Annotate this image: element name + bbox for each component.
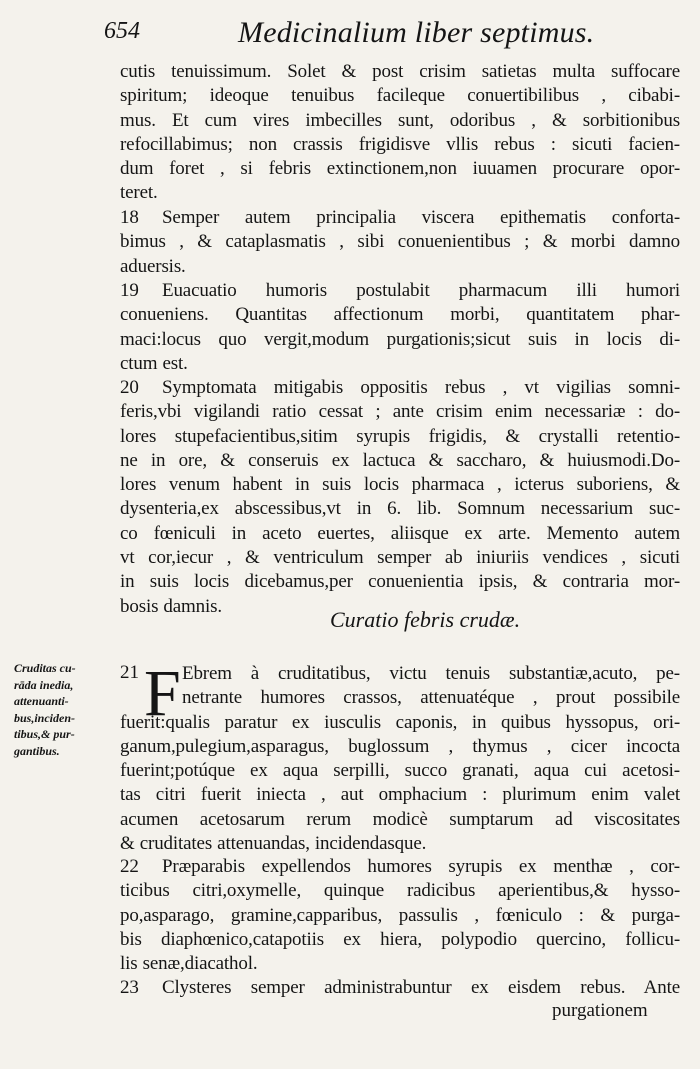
margin-note-line: Cruditas cu- bbox=[14, 661, 76, 675]
margin-note-line: rāda inedia, bbox=[14, 677, 74, 692]
paragraph-21 bbox=[120, 711, 680, 857]
paragraph-23 bbox=[120, 976, 680, 1000]
text-line: acumen acetosarum rerum modicè sumptarum ad viscositates bbox=[120, 808, 680, 830]
text-fragment: Præparabis expellendos humores syrupis ex menthæ , cor- bbox=[162, 856, 680, 877]
text-line: aduersis. bbox=[120, 255, 186, 277]
text-line: bis diaphœnico,catapotiis ex hiera, polypodio quercino, follicu- bbox=[120, 928, 680, 950]
text-line bbox=[120, 976, 680, 1000]
paragraph-number: 20 bbox=[120, 377, 139, 398]
margin-note-line: gantibus. bbox=[14, 743, 60, 758]
text-line: conueniens. Quantitas affectionum morbi, quantitatem phar- bbox=[120, 304, 680, 326]
text-line: netrante humores crassos, attenuatéque , prout possibile bbox=[182, 687, 680, 709]
paragraph-number: 21 bbox=[120, 662, 139, 683]
text-line: in suis locis dicebamus,per conuenientia ipsis, & contraria mor- bbox=[120, 571, 680, 593]
text-line: & cruditates attenuandas, incidendasque. bbox=[120, 833, 427, 855]
text-line: dysenteria,ex abscessibus,vt in 6. lib. Somnum necessarium suc- bbox=[120, 498, 680, 520]
text-line: spiritum; ideoque tenuibus facileque conuertibilibus , cibabi- bbox=[120, 85, 680, 107]
text-line: co fœniculi in aceto euertes, aliisque ex arte. Memento autem bbox=[120, 522, 680, 544]
text-line: tas citri fuerit iniecta , aut omphacium : plurimum enim valet bbox=[120, 784, 680, 806]
text-line: lores venum habent in suis locis pharmaca , icterus suboriens, & bbox=[120, 474, 680, 496]
text-line: ticibus citri,oxymelle, quinque radicibus aperientibus,& hysso- bbox=[120, 880, 680, 902]
text-line: ganum,pulegium,asparagus, buglossum , thymus , cicer incocta bbox=[120, 735, 680, 757]
text-line: fuerit:qualis paratur ex iusculis caponis, in quibus hyssopus, ori- bbox=[120, 711, 680, 733]
margin-note-line: bus,inciden- bbox=[14, 710, 76, 725]
text-line bbox=[120, 206, 680, 230]
catchword: purgationem bbox=[552, 1000, 648, 1021]
paragraph-21-lead bbox=[182, 662, 680, 711]
text-line: refocillabimus; non crassis frigidisve vllis rebus : sicuti facien- bbox=[120, 133, 680, 155]
text-fragment: Euacuatio humoris postulabit pharmacum illi humori bbox=[162, 280, 680, 301]
text-line: bosis damnis. bbox=[120, 595, 223, 617]
text-line: Ebrem à cruditatibus, victu tenuis substantiæ,acuto, pe- bbox=[182, 663, 680, 684]
paragraph-number: 18 bbox=[120, 207, 139, 228]
text-fragment: Symptomata mitigabis oppositis rebus , vt vigilias somni- bbox=[162, 377, 680, 398]
text-line: dum foret , si febris extinctionem,non iuuamen procurare opor- bbox=[120, 158, 680, 180]
paragraph-number: 22 bbox=[120, 856, 139, 877]
text-line: teret. bbox=[120, 182, 158, 204]
paragraph-18 bbox=[120, 206, 680, 279]
text-fragment: Clysteres semper administrabuntur ex eisdem rebus. Ante bbox=[162, 977, 680, 998]
text-line: po,asparago, gramine,capparibus, passulis , fœniculo : & purga- bbox=[120, 904, 680, 926]
text-line bbox=[120, 376, 680, 400]
continuation-paragraph bbox=[120, 60, 680, 206]
text-line: ctum est. bbox=[120, 352, 188, 374]
text-line: ne in ore, & conseruis ex lactuca & saccharo, & huiusmodi.Do- bbox=[120, 449, 680, 471]
page-number: 654 bbox=[104, 18, 140, 44]
margin-note bbox=[14, 660, 122, 759]
text-line: mus. Et cum vires imbecilles sunt, odoribus , & sorbitionibus bbox=[120, 109, 680, 131]
text-line bbox=[120, 855, 680, 879]
text-line: vt cor,iecur , & ventriculum semper ab iniuriis vendices , sicuti bbox=[120, 547, 680, 569]
text-line: feris,vbi vigilandi ratio cessat ; ante crisim enim necessariæ : do- bbox=[120, 401, 680, 423]
paragraph-number: 23 bbox=[120, 977, 139, 998]
paragraph-22 bbox=[120, 855, 680, 976]
text-line: lores stupefacientibus,sitim syrupis frigidis, & crystalli retentio- bbox=[120, 425, 680, 447]
paragraph-20 bbox=[120, 376, 680, 619]
margin-note-line: attenuanti- bbox=[14, 694, 69, 708]
text-line: cutis tenuissimum. Solet & post crisim satietas multa suffocare bbox=[120, 61, 680, 82]
margin-note-line: tibus,& pur- bbox=[14, 727, 75, 741]
text-fragment: Semper autem principalia viscera epithematis conforta- bbox=[162, 207, 680, 228]
text-line bbox=[120, 279, 680, 303]
text-line: maci:locus quo vergit,modum purgationis;sicut suis in locis di- bbox=[120, 328, 680, 350]
drop-cap: F bbox=[144, 657, 181, 730]
paragraph-19 bbox=[120, 279, 680, 376]
paragraph-number: 19 bbox=[120, 280, 139, 301]
text-line: fuerint;potúque ex aqua serpilli, succo granati, aqua cui acetosi- bbox=[120, 760, 680, 782]
running-title: Medicinalium liber septimus. bbox=[238, 16, 595, 49]
text-line: lis senæ,diacathol. bbox=[120, 953, 258, 975]
section-heading: Curatio febris crudæ. bbox=[330, 607, 521, 632]
text-line: bimus , & cataplasmatis , sibi conuenientibus ; & morbi damno bbox=[120, 231, 680, 253]
